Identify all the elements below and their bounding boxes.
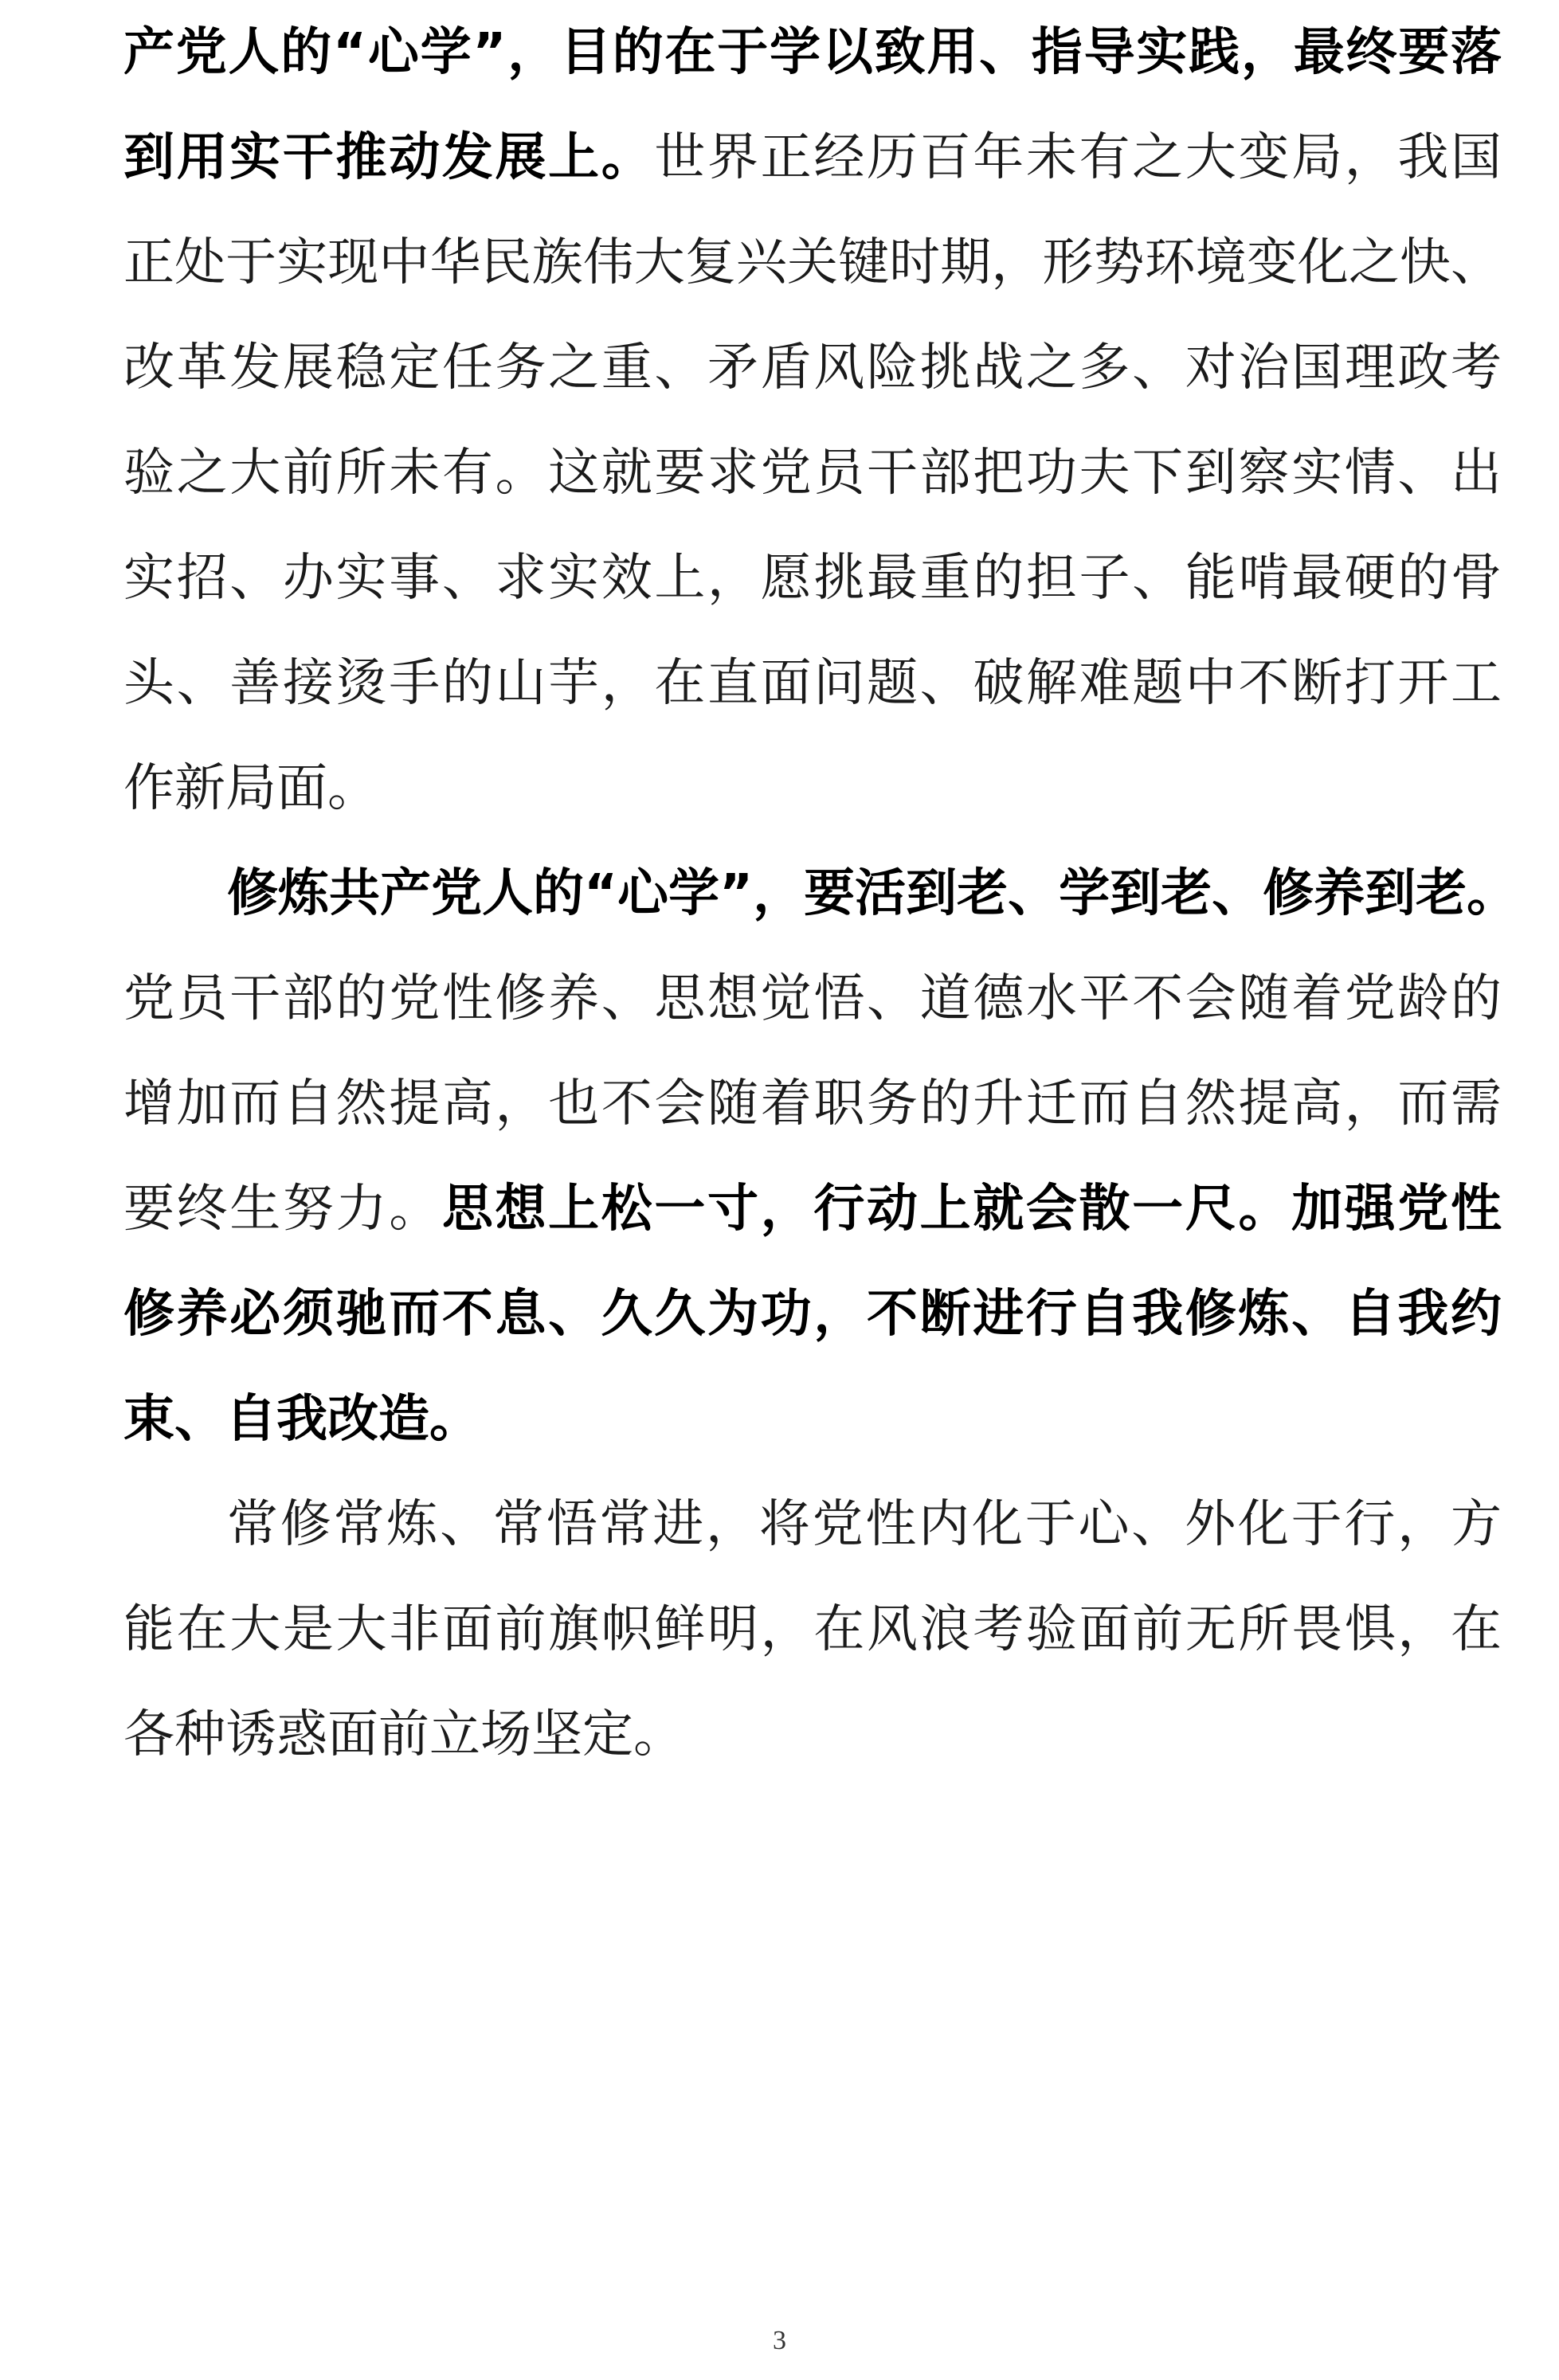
bold-text: 到用实干推动发展上。 bbox=[123, 128, 655, 187]
text-line bbox=[123, 631, 1502, 736]
text-line bbox=[123, 526, 1502, 631]
bold-text: 修养必须驰而不息、久久为功，不断进行自我修炼、自我约 bbox=[123, 1285, 1502, 1344]
body-text: 头、善接烫手的山芋，在直面问题、破解难题中不断打开工 bbox=[123, 654, 1502, 713]
body-text: 常修常炼、常悟常进，将党性内化于心、外化于行，方 bbox=[227, 1495, 1502, 1554]
body-text: 改革发展稳定任务之重、矛盾风险挑战之多、对治国理政考 bbox=[123, 339, 1502, 397]
page-number: 3 bbox=[773, 2326, 786, 2355]
text-line bbox=[123, 0, 1502, 105]
text-line bbox=[123, 210, 1502, 315]
body-text: 增加而自然提高，也不会随着职务的升迁而自然提高，而需 bbox=[123, 1075, 1502, 1133]
text-line bbox=[123, 315, 1502, 421]
bold-text: 束、自我改造。 bbox=[123, 1390, 480, 1449]
bold-text: 产党人的“心学”，目的在于学以致用、指导实践，最终要落 bbox=[123, 23, 1502, 82]
text-line bbox=[123, 1262, 1502, 1367]
text-line bbox=[123, 1051, 1502, 1157]
text-line bbox=[123, 1157, 1502, 1262]
text-line bbox=[227, 1472, 1502, 1577]
text-line bbox=[123, 1682, 1502, 1787]
text-line bbox=[123, 946, 1502, 1051]
bold-text: 修炼共产党人的“心学”，要活到老、学到老、修养到老。 bbox=[227, 864, 1518, 923]
paragraph-heading-line bbox=[227, 841, 1518, 946]
body-text: 要终生努力。 bbox=[123, 1180, 442, 1239]
text-line bbox=[123, 1577, 1502, 1682]
text-line bbox=[123, 1367, 1502, 1472]
body-text: 各种诱惑面前立场坚定。 bbox=[123, 1705, 684, 1764]
text-line bbox=[123, 105, 1502, 210]
body-text: 能在大是大非面前旗帜鲜明，在风浪考验面前无所畏惧，在 bbox=[123, 1600, 1502, 1659]
body-text: 正处于实现中华民族伟大复兴关键时期，形势环境变化之快、 bbox=[123, 233, 1502, 292]
bold-text: 思想上松一寸，行动上就会散一尺。加强党性 bbox=[441, 1180, 1502, 1239]
text-line bbox=[123, 736, 1502, 841]
body-text: 验之大前所未有。这就要求党员干部把功夫下到察实情、出 bbox=[123, 444, 1502, 503]
text-line bbox=[123, 421, 1502, 526]
body-text: 世界正经历百年未有之大变局，我国 bbox=[654, 128, 1502, 187]
body-text: 党员干部的党性修养、思想觉悟、道德水平不会随着党龄的 bbox=[123, 969, 1502, 1028]
body-text: 实招、办实事、求实效上，愿挑最重的担子、能啃最硬的骨 bbox=[123, 549, 1502, 608]
body-text: 作新局面。 bbox=[123, 759, 378, 818]
